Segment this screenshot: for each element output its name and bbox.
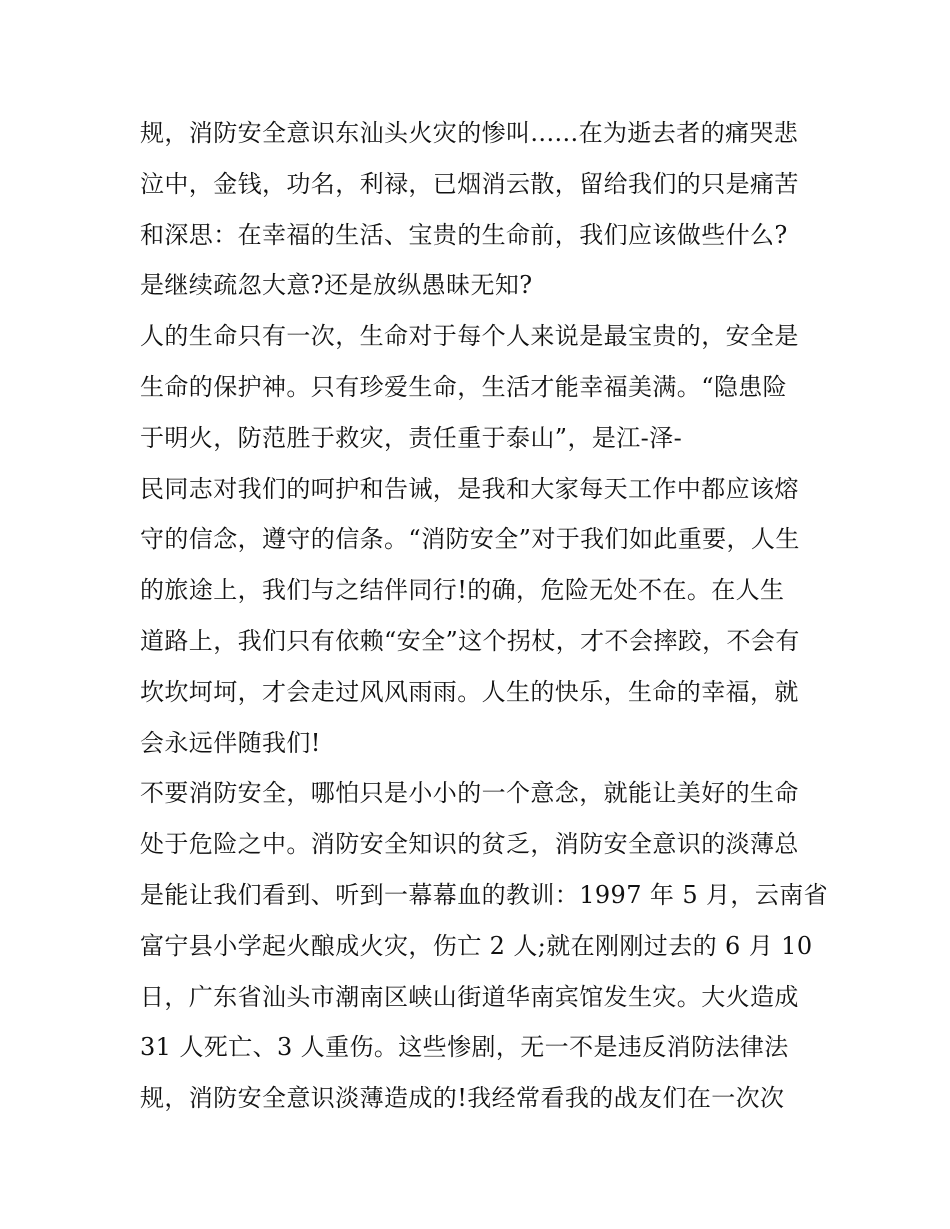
text-line: 不要消防安全，哪怕只是小小的一个意念，就能让美好的生命 bbox=[140, 779, 799, 808]
text-line: 规，消防安全意识东汕头火灾的惨叫......在为逝去者的痛哭悲 bbox=[140, 119, 799, 147]
text-line: 规，消防安全意识淡薄造成的!我经常看我的战友们在一次次 bbox=[140, 1084, 785, 1113]
body-text bbox=[140, 108, 830, 1124]
text-line: 会永远伴随我们! bbox=[140, 728, 321, 757]
text-line: 生命的保护神。只有珍爱生命，生活才能幸福美满。“隐患险 bbox=[140, 372, 788, 401]
text-line: 和深思：在幸福的生活、宝贵的生命前，我们应该做些什么? bbox=[140, 220, 788, 249]
text-line: 人的生命只有一次，生命对于每个人来说是最宝贵的，安全是 bbox=[140, 322, 799, 351]
text-line: 日，广东省汕头市潮南区峡山街道华南宾馆发生灾。大火造成 bbox=[140, 982, 799, 1011]
text-line: 31 人死亡、3 人重伤。这些惨剧，无一不是违反消防法律法 bbox=[140, 1033, 789, 1062]
text-line: 富宁县小学起火酿成火灾，伤亡 2 人;就在刚刚过去的 6 月 10 bbox=[140, 931, 813, 960]
text-line: 是能让我们看到、听到一幕幕血的教训：1997 年 5 月，云南省 bbox=[140, 880, 829, 909]
text-line: 处于危险之中。消防安全知识的贫乏，消防安全意识的淡薄总 bbox=[140, 830, 799, 859]
text-line: 是继续疏忽大意?还是放纵愚昧无知? bbox=[140, 271, 533, 300]
text-line: 的旅途上，我们与之结伴同行!的确，危险无处不在。在人生 bbox=[140, 576, 785, 605]
text-line: 泣中，金钱，功名，利禄，已烟消云散，留给我们的只是痛苦 bbox=[140, 169, 799, 198]
text-line: 道路上，我们只有依赖“安全”这个拐杖，才不会摔跤，不会有 bbox=[140, 626, 800, 655]
text-line: 民同志对我们的呵护和告诫，是我和大家每天工作中都应该熔 bbox=[140, 474, 799, 503]
text-line: 于明火，防范胜于救灾，责任重于泰山”，是江-泽- bbox=[140, 423, 683, 452]
text-line: 坎坎坷坷，才会走过风风雨雨。人生的快乐，生命的幸福，就 bbox=[140, 677, 799, 706]
text-line: 守的信念，遵守的信条。“消防安全”对于我们如此重要，人生 bbox=[140, 525, 800, 554]
